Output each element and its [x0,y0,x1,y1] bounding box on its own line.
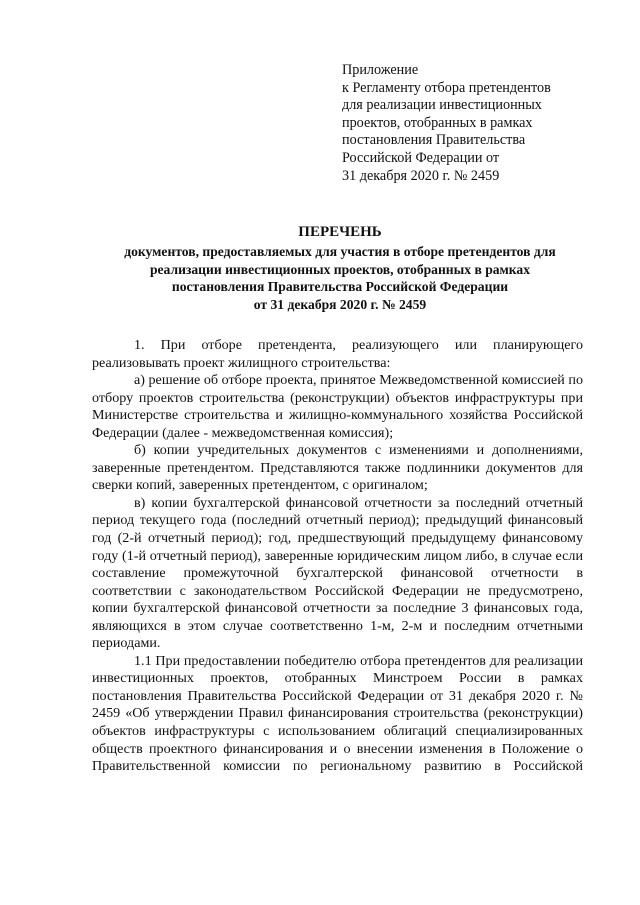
document-heading [60,224,620,314]
appendix-line: Приложение [342,62,419,78]
heading-line: реализации инвестиционных проектов, отобранных в рамках [149,261,531,277]
heading-line: от 31 декабря 2020 г. № 2459 [253,297,427,313]
appendix-line: для реализации инвестиционных [342,97,542,114]
heading-line: документов, предоставляемых для участия в отборе претендентов для [124,243,556,259]
document-body [92,337,583,776]
appendix-note [342,62,602,185]
appendix-line: проектов, отобранных в рамках [342,114,533,131]
appendix-line: 31 декабря 2020 г. № 2459 [342,167,500,184]
paragraph-1a: а) решение об отборе проекта, принятое Межведомственной комиссией по отбору проектов строительства (реконструкции) объектов инфраструктуры при Министерстве строительства и жилищно-коммунального хозяйства Российской Федерации (далее - межведомственная комиссия); [92,372,583,441]
appendix-line: постановления Правительства [342,132,526,149]
heading-line: постановления Правительства Российской Федерации [171,279,509,295]
document-title: ПЕРЕЧЕНЬ [298,224,382,240]
paragraph-1-1: 1.1 При предоставлении победителю отбора претендентов для реализации инвестиционных проектов, отобранных Минстроем России в рамках постановления Правительства Российской Федерации от 31 декабря 2020 г. № 2459 «Об утверждении Правил финансирования строительства (реконструкции) объектов инфраструктуры с использованием облигаций специализированных обществ проектного финансирования и о внесении изменения в Положение о Правительственной комиссии по региональному развитию в Российской [92,652,583,775]
paragraph-1b: б) копии учредительных документов с изменениями и дополнениями, заверенные претендентом. Представляются также подлинники документов для сверки копий, заверенных претендентом, с оригиналом; [92,442,583,494]
appendix-line: к Регламенту отбора претендентов [342,79,551,96]
paragraph-1c: в) копии бухгалтерской финансовой отчетности за последний отчетный период текущего года (последний отчетный период); предыдущий финансовый год (2-й отчетный период); год, предшествующий предыдущему финансовому году (1-й отчетный период), заверенные юридическим лицом либо, в случае если составление промежуточной бухгалтерской финансовой отчетности в соответствии с законодательством Российской Федерации не предусмотрено, копии бухгалтерской финансовой отчетности за последние 3 финансовых года, являющихся в этом случае соответственно 1-м, 2-м и последним отчетными периодами. [92,494,583,652]
appendix-line: Российской Федерации от [342,149,500,166]
paragraph-1: 1. При отборе претендента, реализующего или планирующего реализовывать проект жилищного строительства: [92,337,583,371]
